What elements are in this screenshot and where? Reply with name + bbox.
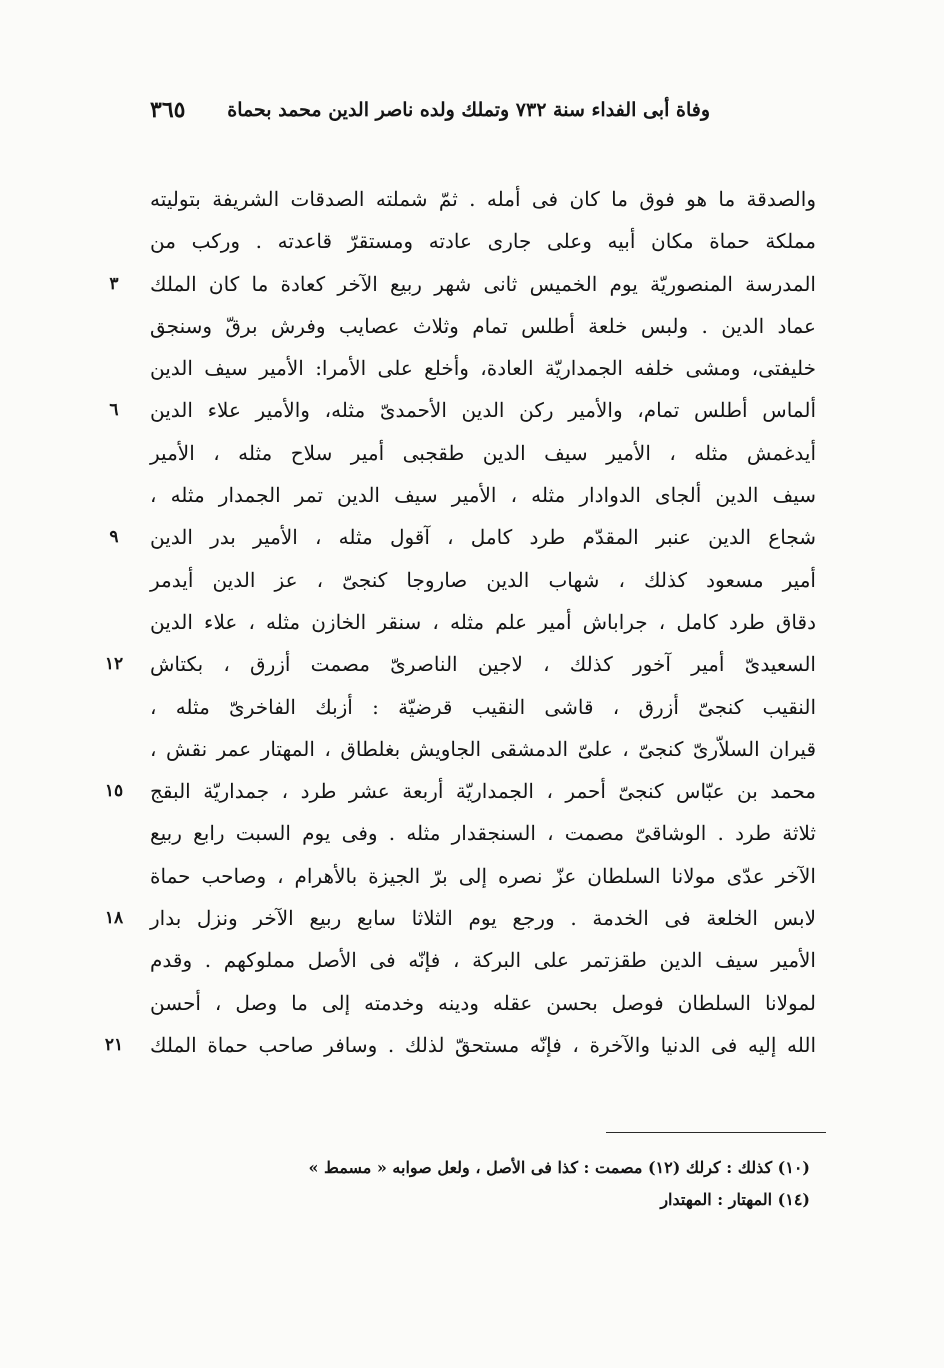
text-line bbox=[150, 939, 816, 981]
line-text: سيف الدين ألجاى الدوادار مثله ، الأمير سيف الدين تمر الجمدار مثله ، bbox=[150, 483, 816, 508]
text-line bbox=[109, 389, 816, 431]
text-line bbox=[150, 686, 816, 728]
text-line bbox=[150, 474, 816, 516]
line-text: شجاع الدين عنبر المقدّم طرد كامل ، آقول مثله ، الأمير بدر الدين bbox=[150, 525, 816, 550]
line-number: ٩ bbox=[109, 527, 119, 548]
line-number: ٦ bbox=[109, 400, 119, 421]
line-text: ألماس أطلس تمام، والأمير ركن الدين الأحمدىّ مثله، والأمير علاء الدين bbox=[150, 398, 816, 423]
text-line bbox=[104, 897, 816, 939]
running-header bbox=[150, 92, 710, 128]
line-text: خليفتى، ومشى خلفه الجمداريّة العادة، وأخلع على الأمرا: الأمير سيف الدين bbox=[150, 356, 816, 381]
footnotes bbox=[160, 1152, 810, 1216]
line-text: الأمير سيف الدين طقزتمر على البركة ، فإنّه فى الأصل مملوكهم . وقدم bbox=[150, 948, 816, 973]
line-text: الآخر عدّى مولانا السلطان عزّ نصره إلى برّ الجيزة بالأهرام ، وصاحب حماة bbox=[150, 863, 816, 888]
text-line bbox=[150, 559, 816, 601]
line-text: أمير مسعود كذلك ، شهاب الدين صاروجا كنجىّ ، عز الدين أيدمر bbox=[150, 567, 816, 592]
line-text: لمولانا السلطان فوصل بحسن عقله ودينه وخدمته إلى ما وصل ، أحسن bbox=[150, 990, 816, 1015]
text-line bbox=[104, 643, 816, 685]
line-text: والصدقة ما هو فوق ما كان فى أمله . ثمّ شملته الصدقات الشريفة بتوليته bbox=[150, 187, 816, 211]
line-text: ثلاثة طرد . الوشاقىّ مصمت ، السنجقدار مثله . وفى يوم السبت رابع ربيع bbox=[150, 821, 816, 846]
text-line bbox=[150, 601, 816, 643]
text-line bbox=[150, 220, 816, 262]
line-number: ٣ bbox=[109, 273, 119, 294]
text-line bbox=[150, 178, 816, 220]
line-text: أيدغمش مثله ، الأمير سيف الدين طقجبى أمير سلاح مثله ، الأمير bbox=[150, 440, 816, 465]
line-text: السعيدىّ أمير آخور كذلك ، لاجين الناصرىّ مصمت أزرق ، بكتاش bbox=[150, 652, 816, 677]
text-line bbox=[109, 516, 816, 558]
footnote-line: (١٠) كذلك : كرلك (١٢) مصمت : كذا فى الأصل ، ولعل صوابه « مسمط » bbox=[308, 1158, 810, 1177]
line-number: ٢١ bbox=[104, 1034, 124, 1055]
text-line bbox=[109, 263, 816, 305]
text-line bbox=[150, 432, 816, 474]
text-line bbox=[150, 982, 816, 1024]
text-line bbox=[150, 728, 816, 770]
line-text: مملكة حماة مكان أبيه وعلى جارى عادته ومستقرّ قاعدته . وركب من bbox=[150, 229, 816, 254]
line-text: لابس الخلعة فى الخدمة . ورجع يوم الثلاثا سابع ربيع الآخر ونزل بدار bbox=[150, 906, 816, 931]
line-text: الله إليه فى الدنيا والآخرة ، فإنّه مستحقّ لذلك . وسافر صاحب حماة الملك bbox=[150, 1032, 816, 1057]
line-text: محمد بن عبّاس كنجىّ أحمر ، الجمداريّة أربعة عشر طرد ، جمداريّة البقج bbox=[150, 779, 816, 804]
text-line bbox=[150, 305, 816, 347]
text-line bbox=[104, 1024, 816, 1066]
line-text: دقاق طرد كامل ، جراباش أمير علم مثله ، سنقر الخازن مثله ، علاء الدين bbox=[150, 609, 816, 634]
line-text: عماد الدين . ولبس خلعة أطلس تمام وثلاث عصايب وفرش برقّ وسنجق bbox=[150, 313, 816, 338]
body-text bbox=[104, 178, 816, 1066]
header-title: وفاة أبى الفداء سنة ٧٣٢ وتملك ولده ناصر الدين محمد بحماة bbox=[227, 99, 710, 121]
footnote-line: (١٤) المهتار : المهتدار bbox=[660, 1190, 810, 1209]
text-line bbox=[104, 770, 816, 812]
text-line bbox=[150, 812, 816, 854]
line-text: النقيب كنجىّ أزرق ، قاشى النقيب قرضيّة : أزبك الفاخرىّ مثله ، bbox=[150, 694, 816, 719]
line-number: ١٢ bbox=[104, 654, 124, 675]
line-number: ١٥ bbox=[104, 781, 124, 802]
footnote-separator bbox=[606, 1132, 826, 1133]
text-line bbox=[150, 347, 816, 389]
text-line bbox=[150, 855, 816, 897]
line-number: ١٨ bbox=[104, 908, 124, 929]
line-text: المدرسة المنصوريّة يوم الخميس ثانى شهر ربيع الآخر كعادة ما كان الملك bbox=[150, 271, 816, 296]
line-text: قيران السلاّرىّ كنجىّ ، علىّ الدمشقى الجاويش بغلطاق ، المهتار عمر نقش ، bbox=[150, 736, 816, 761]
page-number: ٣٦٥ bbox=[150, 97, 186, 123]
